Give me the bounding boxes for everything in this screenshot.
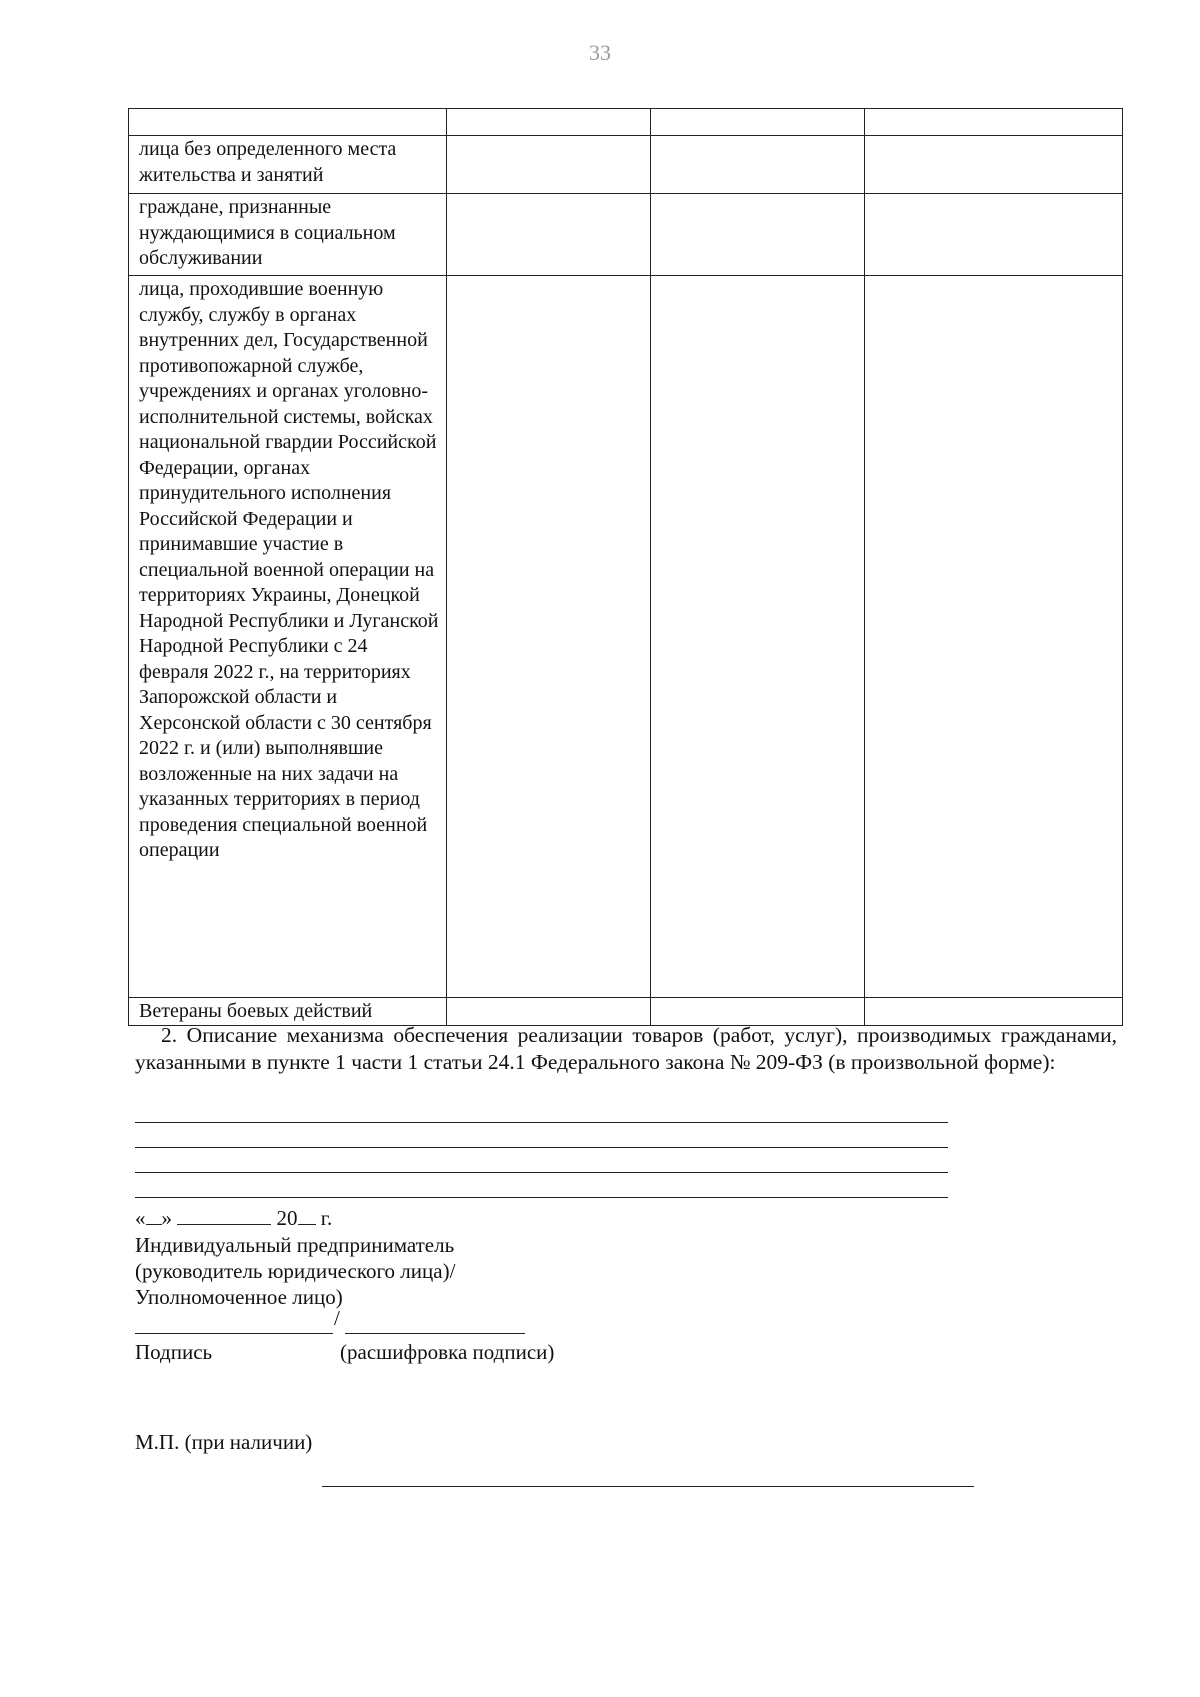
table-header-row (129, 109, 1123, 136)
table-cell (447, 276, 651, 998)
page-number: 33 (589, 40, 611, 65)
table-cell (651, 998, 865, 1026)
sign-label: Подпись (135, 1340, 213, 1364)
table-row (129, 998, 1123, 1026)
table-cell (651, 136, 865, 194)
table-cell (651, 276, 865, 998)
year-prefix: 20 (276, 1206, 298, 1230)
month-blank (177, 1206, 271, 1225)
fill-line (135, 1122, 948, 1123)
categories-table (128, 108, 1123, 1026)
year-blank (298, 1206, 316, 1225)
table-cell (447, 109, 651, 136)
table-cell (447, 136, 651, 194)
category-cell: лица без определенного места жительства и занятий (129, 136, 447, 194)
decode-label: (расшифровка подписи) (340, 1340, 555, 1364)
section-2-text: 2. Описание механизма обеспечения реализации товаров (работ, услуг), производимых гражданами, указанными в пункте 1 части 1 статьи 24.1 Федерального закона № 209-ФЗ (в произвольной форме): (135, 1023, 1117, 1074)
table-cell (447, 998, 651, 1026)
fill-line (135, 1172, 948, 1173)
category-cell: лица, проходившие военную службу, службу в органах внутренних дел, Государственной противопожарной службе, учреждениях и органах уголовно-исполнительной системы, войсках национальной гвардии Российской Федерации, органах принудительного исполнения Российской Федерации и принимавшие участие в специальной военной операции на территориях Украины, Донецкой Народной Республики и Луганской Народной Республики с 24 февраля 2022 г., на территориях Запорожской области и Херсонской области с 30 сентября 2022 г. и (или) выполнявшие возложенные на них задачи на указанных территориях в период проведения специальной военной операции (129, 276, 447, 998)
fill-line (135, 1197, 948, 1198)
signer-line-1: Индивидуальный предприниматель (135, 1233, 455, 1257)
quote-close: » (161, 1206, 172, 1230)
table-row (129, 136, 1123, 194)
year-suffix: г. (320, 1206, 333, 1230)
table-row (129, 276, 1123, 998)
quote-open: « (135, 1206, 146, 1230)
bottom-line (322, 1486, 974, 1487)
table-cell (651, 194, 865, 276)
table-cell (865, 109, 1123, 136)
table-cell (865, 136, 1123, 194)
signature-slash: / (334, 1306, 340, 1330)
table-cell (865, 276, 1123, 998)
table-cell (129, 109, 447, 136)
date-line (135, 1205, 332, 1231)
signer-block (135, 1232, 455, 1310)
category-cell: Ветераны боевых действий (129, 998, 447, 1026)
decode-line (345, 1333, 525, 1334)
table-row (129, 194, 1123, 276)
signature-line (135, 1333, 333, 1334)
table-cell (865, 998, 1123, 1026)
table-cell (865, 194, 1123, 276)
signer-line-2: (руководитель юридического лица)/ (135, 1259, 456, 1283)
table-cell (447, 194, 651, 276)
table-cell (651, 109, 865, 136)
fill-line (135, 1147, 948, 1148)
stamp-label: М.П. (при наличии) (135, 1430, 313, 1454)
category-cell: граждане, признанные нуждающимися в социальном обслуживании (129, 194, 447, 276)
day-blank (146, 1206, 162, 1225)
signer-line-3: Уполномоченное лицо) (135, 1285, 343, 1309)
